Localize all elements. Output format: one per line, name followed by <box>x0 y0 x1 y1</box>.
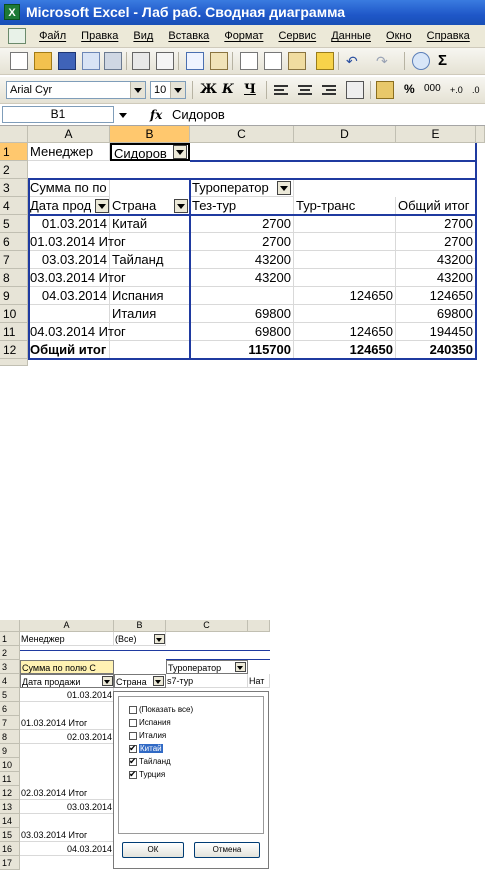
date-cell[interactable]: 04.03.2014 <box>20 842 114 856</box>
filter-item-turkey[interactable]: ✔Турция <box>129 770 165 780</box>
column-header-b[interactable]: B <box>110 126 190 143</box>
column-header-b[interactable]: B <box>114 620 166 632</box>
row-header[interactable]: 8 <box>0 730 20 744</box>
column-field-dropdown[interactable] <box>277 181 291 195</box>
country-cell[interactable] <box>110 233 190 251</box>
open-folder-icon[interactable] <box>34 52 52 70</box>
align-right-icon[interactable] <box>322 81 340 99</box>
filter-item-china[interactable]: ✔Китай <box>129 744 163 754</box>
country-filter-popup <box>113 691 269 869</box>
date-subtotal-cell[interactable]: 02.03.2014 Итог <box>20 786 114 800</box>
value-cell[interactable]: 43200 <box>190 251 294 269</box>
row-header[interactable]: 4 <box>0 674 20 688</box>
value-cell[interactable]: 69800 <box>190 323 294 341</box>
checkbox-icon[interactable] <box>129 706 137 714</box>
format-painter-icon[interactable] <box>316 52 334 70</box>
row-header[interactable]: 12 <box>0 786 20 800</box>
date-subtotal-cell[interactable]: 01.03.2014 Итог <box>20 716 114 730</box>
total-cell[interactable]: 43200 <box>396 269 476 287</box>
menu-help[interactable]: Справка <box>426 30 470 42</box>
redo-icon[interactable]: ↷ <box>376 53 388 69</box>
align-left-icon[interactable] <box>274 81 292 99</box>
row-header[interactable]: 3 <box>0 660 20 674</box>
country-cell[interactable]: Испания <box>110 287 190 305</box>
column-field-dropdown[interactable] <box>235 662 246 672</box>
date-cell[interactable]: 03.03.2014 <box>28 251 110 269</box>
filter-list <box>118 696 264 834</box>
menu-view[interactable]: Вид <box>133 30 154 42</box>
workbook-icon[interactable] <box>8 28 26 44</box>
page-field-value[interactable]: (Все) <box>114 632 166 646</box>
cancel-button[interactable]: Отмена <box>194 842 260 858</box>
chevron-down-icon[interactable] <box>130 82 145 98</box>
row-header[interactable]: 5 <box>0 688 20 702</box>
row-field-date-dropdown[interactable] <box>95 199 109 213</box>
menu-format[interactable]: Формат <box>224 30 264 42</box>
row-header[interactable]: 9 <box>0 744 20 758</box>
permission-icon[interactable] <box>82 52 100 70</box>
formula-bar <box>0 105 485 126</box>
row-header[interactable]: 1 <box>0 632 20 646</box>
checkbox-icon[interactable] <box>129 719 137 727</box>
filter-item-thailand[interactable]: ✔Тайланд <box>129 757 171 767</box>
row-header[interactable]: 9 <box>0 287 28 305</box>
row-header[interactable]: 5 <box>0 215 28 233</box>
spelling-icon[interactable] <box>186 52 204 70</box>
excel-app-icon[interactable]: X <box>4 4 20 20</box>
menu-edit[interactable]: Правка <box>81 30 119 42</box>
total-cell[interactable]: 194450 <box>396 323 476 341</box>
name-box-dropdown[interactable] <box>115 106 131 123</box>
column-header-c[interactable]: C <box>166 620 248 632</box>
decrease-decimal-icon[interactable]: .0 <box>472 85 480 95</box>
percent-button[interactable]: % <box>404 82 415 96</box>
column-header-d[interactable]: D <box>294 126 396 143</box>
column-header-e[interactable]: E <box>396 126 476 143</box>
grand-total-value[interactable]: 124650 <box>294 341 396 359</box>
merge-center-icon[interactable] <box>346 81 364 99</box>
value-cell[interactable] <box>294 215 396 233</box>
checkbox-checked-icon[interactable] <box>129 758 137 766</box>
row-header[interactable]: 4 <box>0 197 28 215</box>
undo-icon[interactable]: ↶ <box>346 53 358 69</box>
data-field-label[interactable]: Сумма по полю С <box>20 660 114 674</box>
country-cell[interactable] <box>110 323 190 341</box>
filter-item-italy[interactable]: Италия <box>129 731 166 741</box>
menu-tools[interactable]: Сервис <box>278 30 317 42</box>
value-cell[interactable] <box>294 305 396 323</box>
total-cell[interactable]: 43200 <box>396 251 476 269</box>
total-cell[interactable]: 2700 <box>396 233 476 251</box>
select-all-corner[interactable] <box>0 126 28 143</box>
ok-button[interactable]: ОК <box>122 842 184 858</box>
row-header[interactable]: 16 <box>0 842 20 856</box>
page-field-value[interactable]: Сидоров <box>110 143 190 161</box>
thousands-separator-button[interactable]: 000 <box>424 83 441 94</box>
paste-icon[interactable] <box>288 52 306 70</box>
checkbox-icon[interactable] <box>129 732 137 740</box>
italic-button[interactable]: К <box>222 82 234 97</box>
formatting-toolbar <box>0 77 485 104</box>
date-cell[interactable] <box>28 305 110 323</box>
increase-decimal-icon[interactable]: +.0 <box>450 85 463 95</box>
value-cell[interactable] <box>294 233 396 251</box>
row-header[interactable]: 17 <box>0 856 20 870</box>
menu-window[interactable]: Окно <box>386 30 412 42</box>
row-header[interactable]: 2 <box>0 161 28 179</box>
row-header[interactable]: 2 <box>0 646 20 660</box>
row-header[interactable]: 15 <box>0 828 20 842</box>
row-field-date-label[interactable]: Дата прод <box>28 197 110 215</box>
row-header[interactable]: 12 <box>0 341 28 359</box>
row-header[interactable]: 11 <box>0 323 28 341</box>
country-cell[interactable]: Италия <box>110 305 190 323</box>
value-cell[interactable]: 2700 <box>190 215 294 233</box>
total-cell[interactable]: 124650 <box>396 287 476 305</box>
menu-insert[interactable]: Вставка <box>168 30 210 42</box>
checkbox-checked-icon[interactable] <box>129 745 137 753</box>
row-header[interactable]: 10 <box>0 305 28 323</box>
date-subtotal-cell[interactable]: 03.03.2014 Итог <box>20 828 114 842</box>
country-cell[interactable]: Тайланд <box>110 251 190 269</box>
row-field-country-dropdown[interactable] <box>153 676 164 686</box>
date-subtotal-cell[interactable]: 03.03.2014 Итог <box>30 270 126 285</box>
new-document-icon[interactable] <box>10 52 28 70</box>
bold-button[interactable]: Ж <box>200 82 218 97</box>
column-item-header[interactable]: Тез-тур <box>190 197 294 215</box>
data-field-label[interactable]: Сумма по по <box>28 179 110 197</box>
currency-icon[interactable] <box>376 81 394 99</box>
email-icon[interactable] <box>104 52 122 70</box>
worksheet-grid[interactable] <box>0 126 485 366</box>
align-center-icon[interactable] <box>298 81 316 99</box>
print-icon[interactable] <box>132 52 150 70</box>
chevron-down-icon[interactable] <box>170 82 185 98</box>
page-field-label[interactable]: Менеджер <box>20 632 114 646</box>
value-cell[interactable] <box>190 287 294 305</box>
formula-input[interactable]: Сидоров <box>172 107 225 122</box>
date-cell[interactable]: 01.03.2014 <box>28 215 110 233</box>
row-header[interactable]: 13 <box>0 800 20 814</box>
window-title: Microsoft Excel - Лаб раб. Сводная диаграмма <box>26 4 346 20</box>
copy-icon[interactable] <box>264 52 282 70</box>
research-icon[interactable] <box>210 52 228 70</box>
font-name-combo[interactable] <box>6 81 146 99</box>
row-field-date-label[interactable]: Дата продажи <box>20 674 114 688</box>
date-cell[interactable]: 03.03.2014 <box>20 800 114 814</box>
row-header[interactable]: 6 <box>0 702 20 716</box>
row-field-country-label[interactable]: Страна <box>110 197 190 215</box>
value-cell[interactable]: 124650 <box>294 323 396 341</box>
column-header-a[interactable]: A <box>28 126 110 143</box>
column-field-label[interactable]: Туроператор <box>166 660 248 674</box>
value-cell[interactable] <box>294 251 396 269</box>
page-field-dropdown[interactable] <box>154 634 165 644</box>
grand-total-value[interactable]: 240350 <box>396 341 476 359</box>
name-box[interactable]: B1 <box>2 106 114 123</box>
checkbox-checked-icon[interactable] <box>129 771 137 779</box>
filter-item-show-all[interactable]: (Показать все) <box>129 705 193 715</box>
menu-file[interactable]: Файл <box>39 30 67 42</box>
country-cell[interactable]: Китай <box>110 215 190 233</box>
row-header[interactable]: 6 <box>0 233 28 251</box>
page-field-label[interactable]: Менеджер <box>28 143 110 161</box>
filter-item-spain[interactable]: Испания <box>129 718 171 728</box>
autosum-icon[interactable]: Σ <box>438 52 448 69</box>
font-name-value: Arial Cyr <box>10 84 53 96</box>
grand-total-header[interactable]: Общий итог <box>396 197 476 215</box>
save-icon[interactable] <box>58 52 76 70</box>
value-cell[interactable] <box>294 269 396 287</box>
row-field-country-dropdown[interactable] <box>174 199 188 213</box>
underline-button[interactable]: Ч <box>244 82 256 97</box>
value-cell[interactable]: 69800 <box>190 305 294 323</box>
column-field-label[interactable]: Туроператор <box>190 179 294 197</box>
column-header-a[interactable]: A <box>20 620 114 632</box>
grand-total-label[interactable]: Общий итог <box>28 341 110 359</box>
date-subtotal-cell[interactable]: 01.03.2014 Итог <box>30 234 126 249</box>
select-all-corner[interactable] <box>0 620 20 632</box>
value-cell[interactable]: 2700 <box>190 233 294 251</box>
row-header[interactable]: 7 <box>0 251 28 269</box>
date-cell[interactable]: 01.03.2014 <box>20 688 114 702</box>
country-cell[interactable] <box>110 269 190 287</box>
row-header[interactable]: 3 <box>0 179 28 197</box>
row-header[interactable]: 14 <box>0 814 20 828</box>
row-field-country-label[interactable]: Страна <box>114 674 166 688</box>
date-subtotal-cell[interactable]: 04.03.2014 Итог <box>30 324 126 339</box>
window-title-bar <box>0 0 485 25</box>
column-item-header[interactable]: s7-тур <box>166 674 248 688</box>
row-header[interactable]: 1 <box>0 143 28 161</box>
row-header[interactable]: 10 <box>0 758 20 772</box>
total-cell[interactable]: 69800 <box>396 305 476 323</box>
grand-total-value[interactable]: 115700 <box>190 341 294 359</box>
cut-icon[interactable] <box>240 52 258 70</box>
print-preview-icon[interactable] <box>156 52 174 70</box>
hyperlink-icon[interactable] <box>412 52 430 70</box>
menu-bar <box>0 25 485 48</box>
value-cell[interactable]: 124650 <box>294 287 396 305</box>
standard-toolbar <box>0 48 485 75</box>
value-cell[interactable]: 43200 <box>190 269 294 287</box>
page-field-dropdown[interactable] <box>173 145 187 159</box>
date-cell[interactable]: 02.03.2014 <box>20 730 114 744</box>
font-size-value: 10 <box>154 84 167 96</box>
row-header[interactable]: 11 <box>0 772 20 786</box>
row-field-date-dropdown[interactable] <box>102 676 113 686</box>
column-item-header[interactable]: Тур-транс <box>294 197 396 215</box>
column-header-c[interactable]: C <box>190 126 294 143</box>
row-header[interactable]: 7 <box>0 716 20 730</box>
row-header[interactable]: 8 <box>0 269 28 287</box>
fx-icon[interactable]: fx <box>150 108 163 122</box>
font-size-combo[interactable] <box>150 81 186 99</box>
menu-data[interactable]: Данные <box>331 30 371 42</box>
column-item-header[interactable]: Нат <box>248 674 270 688</box>
total-cell[interactable]: 2700 <box>396 215 476 233</box>
date-cell[interactable]: 04.03.2014 <box>28 287 110 305</box>
